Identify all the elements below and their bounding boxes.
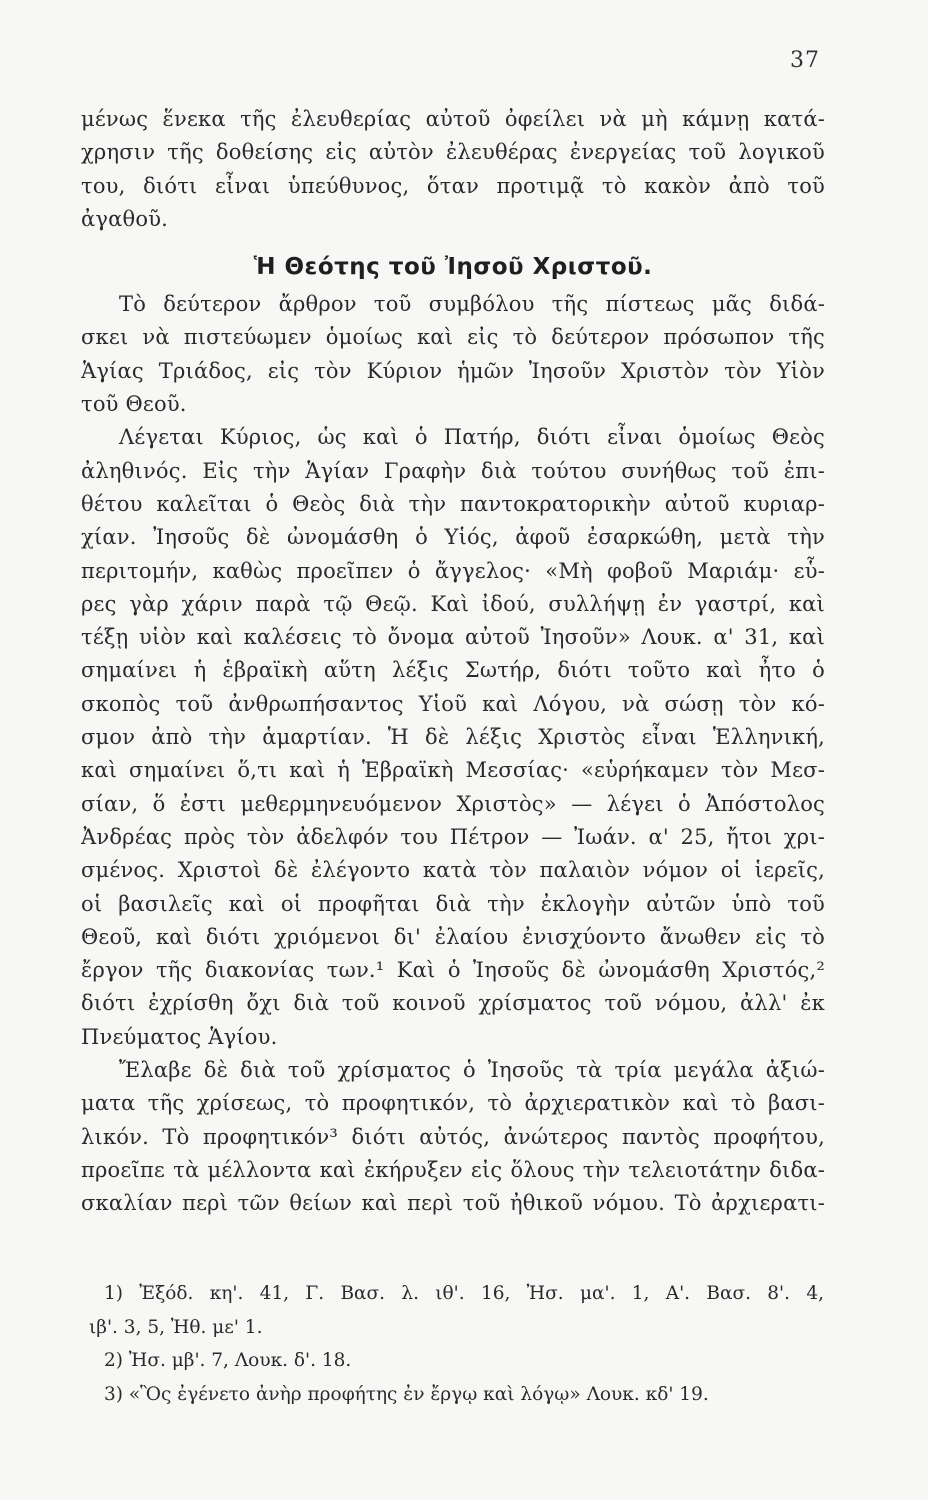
page-number: 37 xyxy=(790,48,820,73)
text-line: σμένος. Χριστοὶ δὲ ἐλέγοντο κατὰ τὸν παλαιὸν νόμον οἱ ἱερεῖς, xyxy=(81,858,825,883)
text-line: περιτομήν, καθὼς προεῖπεν ὁ ἄγγελος· «Μὴ φοβοῦ Μαριάμ· εὗ- xyxy=(81,558,825,583)
text-line: Ἔλαβε δὲ διὰ τοῦ χρίσματος ὁ Ἰησοῦς τὰ τρία μεγάλα ἀξιώ- xyxy=(119,1058,825,1083)
footnote-1-continued: ιβ'. 3, 5, Ἠθ. με' 1. xyxy=(89,1316,263,1338)
text-line: προεῖπε τὰ μέλλοντα καὶ ἐκήρυξεν εἰς ὅλους τὴν τελειοτάτην διδα- xyxy=(81,1157,825,1182)
text-line: μένως ἕνεκα τῆς ἐλευθερίας αὐτοῦ ὀφείλει νὰ μὴ κάμνῃ κατά- xyxy=(81,107,825,131)
footnote-2: 2) Ἠσ. μβ'. 7, Λουκ. δ'. 18. xyxy=(104,1350,352,1371)
body-text xyxy=(81,103,825,1221)
text-line: σμον ἀπὸ τὴν ἁμαρτίαν. Ἡ δὲ λέξις Χριστὸς εἶναι Ἑλληνική, xyxy=(81,725,825,750)
text-line: σκαλίαν περὶ τῶν θείων καὶ περὶ τοῦ ἠθικοῦ νόμου. Τὸ ἀρχιερατι- xyxy=(81,1191,825,1216)
text-line: Ἁγίας Τριάδος, εἰς τὸν Κύριον ἡμῶν Ἰησοῦν Χριστὸν τὸν Υἱὸν xyxy=(81,358,825,383)
text-line: χίαν. Ἰησοῦς δὲ ὠνομάσθη ὁ Υἱός, ἀφοῦ ἐσαρκώθη, μετὰ τὴν xyxy=(81,525,825,550)
text-line: Τὸ δεύτερον ἄρθρον τοῦ συμβόλου τῆς πίστεως μᾶς διδά- xyxy=(119,292,825,317)
section-heading: Ἡ Θεότης τοῦ Ἰησοῦ Χριστοῦ. xyxy=(253,254,653,281)
text-line: θέτου καλεῖται ὁ Θεὸς διὰ τὴν παντοκρατορικὴν αὐτοῦ κυριαρ- xyxy=(81,491,825,516)
text-line: καὶ σημαίνει ὅ,τι καὶ ἡ Ἑβραϊκὴ Μεσσίας· «εὑρήκαμεν τὸν Μεσ- xyxy=(81,758,825,783)
text-line: ἔργον τῆς διακονίας των.¹ Καὶ ὁ Ἰησοῦς δὲ ὠνομάσθη Χριστός,² xyxy=(81,958,825,983)
text-line: σίαν, ὅ ἐστι μεθερμηνευόμενον Χριστὸς» — λέγει ὁ Ἀπόστολος xyxy=(81,791,825,816)
footnotes xyxy=(89,1277,824,1411)
text-line: τέξῃ υἱὸν καὶ καλέσεις τὸ ὄνομα αὐτοῦ Ἰησοῦν» Λουκ. α' 31, καὶ xyxy=(81,625,825,650)
footnote-1: 1) Ἐξόδ. κη'. 41, Γ. Βασ. λ. ιθ'. 16, Ἠσ. μα'. 1, Α'. Βασ. 8'. 4, xyxy=(104,1283,824,1304)
text-line: Ἀνδρέας πρὸς τὸν ἀδελφόν του Πέτρον — Ἰωάν. α' 25, ἤτοι χρι- xyxy=(81,824,825,849)
text-line: λικόν. Τὸ προφητικόν³ διότι αὐτός, ἀνώτερος παντὸς προφήτου, xyxy=(81,1124,825,1149)
text-line: ἀληθινός. Εἰς τὴν Ἁγίαν Γραφὴν διὰ τούτου συνήθως τοῦ ἐπι- xyxy=(81,458,825,483)
footnote-3: 3) «Ὃς ἐγένετο ἀνὴρ προφήτης ἐν ἔργῳ καὶ λόγῳ» Λουκ. κδ' 19. xyxy=(104,1383,709,1405)
text-line: χρησιν τῆς δοθείσης εἰς αὐτὸν ἐλευθέρας ἐνεργείας τοῦ λογικοῦ xyxy=(81,140,825,165)
text-line: σκοπὸς τοῦ ἀνθρωπήσαντος Υἱοῦ καὶ Λόγου, νὰ σώσῃ τὸν κό- xyxy=(81,691,825,716)
text-line: του, διότι εἶναι ὑπεύθυνος, ὅταν προτιμᾷ τὸ κακὸν ἀπὸ τοῦ xyxy=(81,173,825,198)
text-line: οἱ βασιλεῖς καὶ οἱ προφῆται διὰ τὴν ἐκλογὴν αὐτῶν ὑπὸ τοῦ xyxy=(81,891,825,916)
text-line: τοῦ Θεοῦ. xyxy=(81,392,187,417)
text-line: Λέγεται Κύριος, ὡς καὶ ὁ Πατήρ, διότι εἶναι ὁμοίως Θεὸς xyxy=(119,425,825,450)
text-line: σημαίνει ἡ ἑβραϊκὴ αὕτη λέξις Σωτήρ, διότι τοῦτο καὶ ἦτο ὁ xyxy=(81,658,825,683)
text-line: Θεοῦ, καὶ διότι χριόμενοι δι' ἐλαίου ἐνισχύοντο ἄνωθεν εἰς τὸ xyxy=(81,924,825,949)
text-line: σκει νὰ πιστεύωμεν ὁμοίως καὶ εἰς τὸ δεύτερον πρόσωπον τῆς xyxy=(81,325,825,350)
text-line: Πνεύματος Ἁγίου. xyxy=(81,1024,278,1049)
text-line: διότι ἐχρίσθη ὄχι διὰ τοῦ κοινοῦ χρίσματος τοῦ νόμου, ἀλλ' ἐκ xyxy=(81,991,825,1016)
text-line: ματα τῆς χρίσεως, τὸ προφητικόν, τὸ ἀρχιερατικὸν καὶ τὸ βασι- xyxy=(81,1091,825,1116)
text-line: ἀγαθοῦ. xyxy=(81,206,169,231)
text-line: ρες γὰρ χάριν παρὰ τῷ Θεῷ. Καὶ ἰδού, συλλήψῃ ἐν γαστρί, καὶ xyxy=(81,591,825,616)
